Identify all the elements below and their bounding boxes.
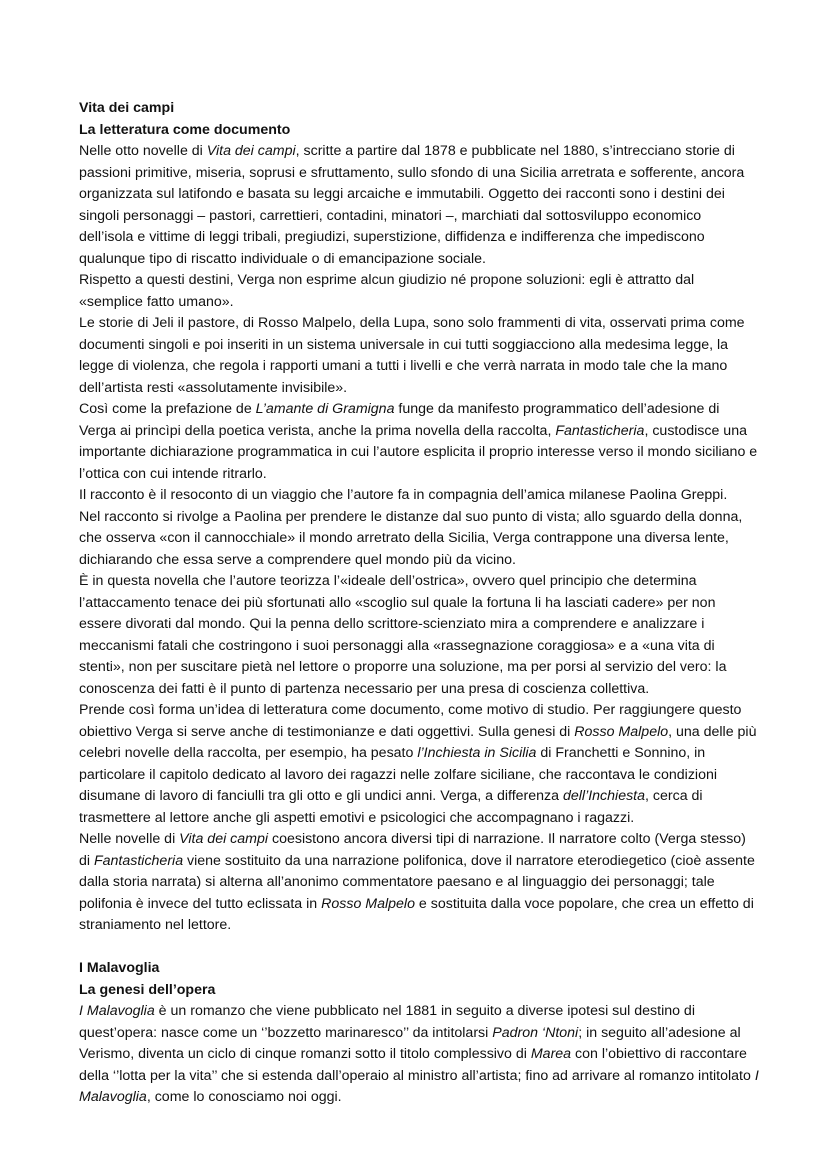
section-subtitle: La letteratura come documento <box>79 121 291 138</box>
paragraph: È in questa novella che l’autore teorizza l’«ideale dell’ostrica», ovvero quel principio che determina l’attaccamento tenace dei più sfortunati allo «scoglio sul quale la fortuna li ha lasciati cadere» per non essere divorati dal mondo. Qui la penna dello scrittore-scienziato mira a comprendere e analizzare i meccanismi fatali che costringono i suoi personaggi alla «rassegnazione coraggiosa» e a «una vita di stenti», non per suscitare pietà nel lettore o proporre una soluzione, ma per porsi al servizio del vero: la conoscenza dei fatti è il punto di partenza necessario per una presa di coscienza collettiva. <box>79 573 727 697</box>
document-page <box>79 98 759 1109</box>
paragraph: Prende così forma un’idea di letteratura come documento, come motivo di studio. Per raggiungere questo obiettivo Verga si serve anche di testimonianze e dati oggettivi. Sulla genesi di Rosso Malpelo, una delle più celebri novelle della raccolta, per esempio, ha pesato l’Inchiesta in Sicilia di Franchetti e Sonnino, in particolare il capitolo dedicato al lavoro dei ragazzi nelle zolfare siciliane, che raccontava le condizioni disumane di lavoro di fanciulli tra gli otto e gli undici anni. Verga, a differenza dell’Inchiesta, cerca di trasmettere al lettore anche gli aspetti emotivi e psicologici che accompagnano i ragazzi. <box>79 702 757 826</box>
paragraph: Rispetto a questi destini, Verga non esprime alcun giudizio né propone soluzioni: egli è attratto dal «semplice fatto umano». <box>79 272 695 310</box>
paragraph: Nelle otto novelle di Vita dei campi, scritte a partire dal 1878 e pubblicate nel 1880, s’intrecciano storie di passioni primitive, miseria, soprusi e sfruttamento, sullo sfondo di una Sicilia arretrata e sofferente, ancora organizzata sul latifondo e basata su leggi arcaiche e immutabili. Oggetto dei racconti sono i destini dei singoli personaggi – pastori, carrettieri, contadini, minatori –, marchiati dal sottosviluppo economico dell’isola e vittime di leggi tribali, pregiudizi, superstizione, diffidenza e indifferenza che impediscono qualunque tipo di riscatto individuale o di emancipazione sociale. <box>79 143 745 267</box>
paragraph: Il racconto è il resoconto di un viaggio che l’autore fa in compagnia dell’amica milanese Paolina Greppi. <box>79 487 728 503</box>
paragraph: Così come la prefazione de L’amante di Gramigna funge da manifesto programmatico dell’adesione di Verga ai princìpi della poetica verista, anche la prima novella della raccolta, Fantasticheria, custodisce una importante dichiarazione programmatica in cui l’autore esplicita il proprio interesse verso il mondo siciliano e l’ottica con cui intende ritrarlo. <box>79 401 758 482</box>
section-title: I Malavoglia <box>79 960 160 976</box>
paragraph: Nel racconto si rivolge a Paolina per prendere le distanze dal suo punto di vista; allo sguardo della donna, che osserva «con il cannocchiale» il mondo arretrato della Sicilia, Verga contrappone una diversa lente, dichiarando che essa serve a comprendere quel mondo più da vicino. <box>79 508 743 568</box>
paragraph: I Malavoglia è un romanzo che viene pubblicato nel 1881 in seguito a diverse ipotesi sul destino di quest’opera: nasce come un ‘’bozzetto marinaresco’’ da intitolarsi Padron ‘Ntoni; in seguito all’adesione al Verismo, diventa un ciclo di cinque romanzi sotto il titolo complessivo di Marea con l’obiettivo di raccontare della ‘’lotta per la vita’’ che si estenda dall’operaio al ministro all’artista; fino ad arrivare al romanzo intitolato I Malavoglia, come lo conosciamo noi oggi. <box>79 1003 759 1105</box>
blank-line <box>79 937 759 959</box>
paragraph: Nelle novelle di Vita dei campi coesistono ancora diversi tipi di narrazione. Il narratore colto (Verga stesso) di Fantasticheria viene sostituito da una narrazione polifonica, dove il narratore eterodiegetico (cioè assente dalla storia narrata) si alterna all’anonimo commentatore paesano e al linguaggio dei personaggi; tale polifonia è invece del tutto eclissata in Rosso Malpelo e sostituita dalla voce popolare, che crea un effetto di straniamento nel lettore. <box>79 831 755 933</box>
paragraph: Le storie di Jeli il pastore, di Rosso Malpelo, della Lupa, sono solo frammenti di vita, osservati prima come documenti singoli e poi inseriti in un sistema universale in cui tutti soggiacciono alla medesima legge, la legge di violenza, che regola i rapporti umani a tutti i livelli e che verrà narrata in modo tale che la mano dell’artista resti «assolutamente invisibile». <box>79 315 745 396</box>
section-subtitle: La genesi dell’opera <box>79 981 216 998</box>
section-title: Vita dei campi <box>79 100 175 116</box>
